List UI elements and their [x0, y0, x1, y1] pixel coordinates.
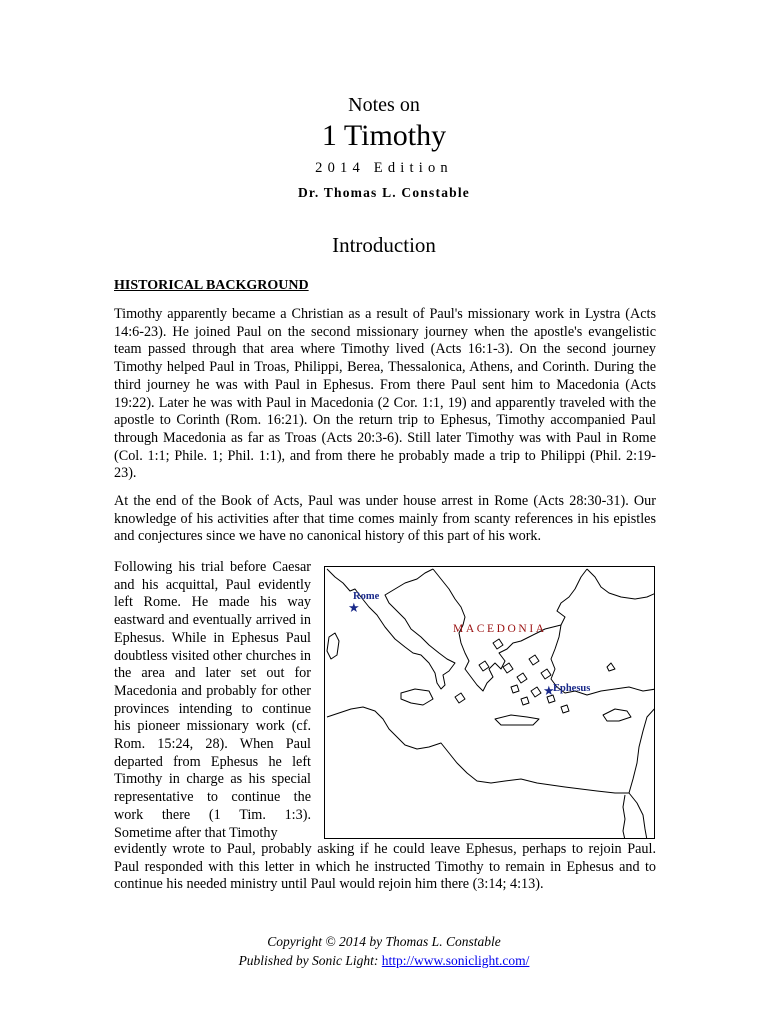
subsection-heading: HISTORICAL BACKGROUND	[114, 278, 309, 293]
rome-star-icon: ★	[348, 600, 360, 615]
notes-on-label: Notes on	[348, 94, 420, 116]
map-label-macedonia: MACEDONIA	[453, 623, 547, 635]
section-title: Introduction	[332, 233, 436, 257]
author-name: Dr. Thomas L. Constable	[297, 185, 470, 200]
publisher-link[interactable]: http://www.soniclight.com/	[381, 953, 530, 968]
paragraph-1: Timothy apparently became a Christian as a result of Paul's missionary work in Lystra (Acts 14:6-23). He joined Paul on the second missionary journey when the apostle's evangelistic team passed through that area where Timothy lived (Acts 16:1-3). On the second journey Timothy helped Paul in Troas, Philippi, Berea, Thessalonica, Athens, and Corinth. During the third journey he was with Paul in Ephesus. From there Paul sent him to Macedonia (Acts 19:22). Later he was with Paul in Macedonia (2 Cor. 1:1, 19) and apparently traveled with the apostle to Corinth (Rom. 16:21). On the return trip to Ephesus, Timothy accompanied Paul through Macedonia as far as Troas (Acts 20:3-6). Still later Timothy was with Paul in Rome (Col. 1:1; Phile. 1; Phil. 1:1), and from there he probably made a trip to Philippi (Phil. 2:19-23).	[114, 306, 656, 482]
map-label-rome: Rome	[353, 591, 380, 602]
book-title: 1 Timothy	[321, 119, 447, 152]
paragraph-3-wrapped: Following his trial before Caesar and his acquittal, Paul evidently left Rome. He made his way eastward and eventually arrived in Ephesus. While in Ephesus Paul doubtless visited other churches in the area and later set out for Macedonia and probably for other provinces intending to continue his pioneer missionary work (cf. Rom. 15:24, 28). When Paul departed from Ephesus he left Timothy in charge as his special representative to continue the work there (1 Tim. 1:3). Sometime after that Timothy	[114, 559, 311, 841]
map-outline-drawing	[325, 567, 655, 839]
publisher-label: Published by Sonic Light:	[238, 953, 382, 968]
paragraph-3-continued: evidently wrote to Paul, probably asking if he could leave Ephesus, perhaps to rejoin Paul. Paul responded with this letter in which he instructed Timothy to remain in Ephesus and to continue his needed ministry until Paul would rejoin him there (3:14; 4:13).	[114, 841, 656, 893]
map-label-ephesus: Ephesus	[553, 683, 591, 694]
edition-label: 2014 Edition	[315, 160, 453, 176]
copyright-notice: Copyright © 2014 by Thomas L. Constable	[267, 934, 501, 949]
paragraph-2: At the end of the Book of Acts, Paul was under house arrest in Rome (Acts 28:30-31). Our knowledge of his activities after that time comes mainly from scanty references in his epistles and conjectures since we have no canonical history of this part of his work.	[114, 493, 656, 545]
mediterranean-map	[324, 566, 655, 839]
publisher-line	[0, 953, 768, 969]
ephesus-star-icon: ★	[543, 683, 555, 698]
